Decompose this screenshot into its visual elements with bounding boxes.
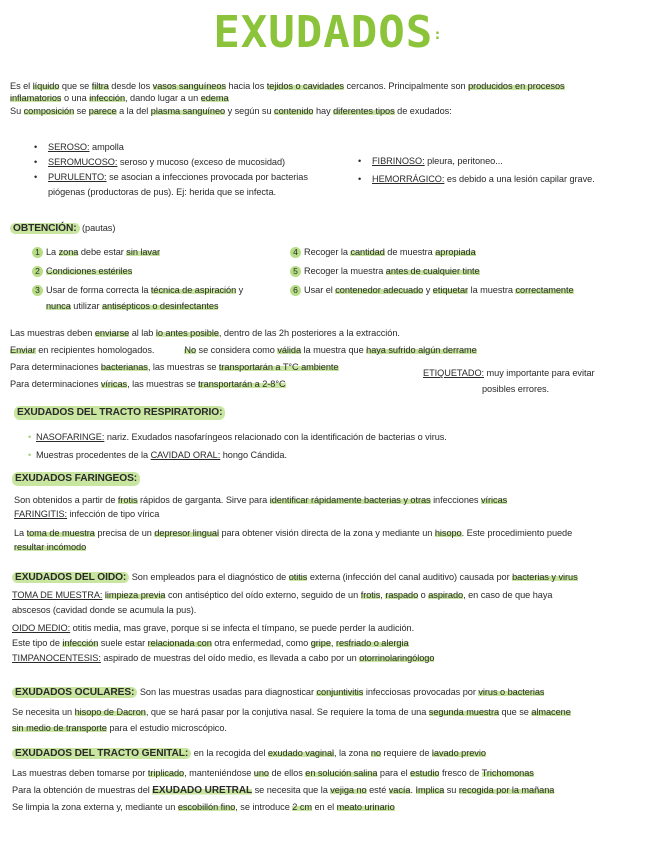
- intro-line-3: Su composición se parece a la del plasma sanguíneo y según su contenido hay diferentes tipos de exudados:: [10, 105, 452, 116]
- oido-section: [12, 570, 578, 666]
- oido-line-5: Este tipo de infección suele estar relacionada con otra enfermedad, como gripe, resfriado o alergia: [12, 638, 409, 648]
- exudate-types-right: [358, 152, 595, 188]
- step-6: 6 Usar el contenedor adecuado y etiquetar la muestra correctamente: [290, 281, 574, 300]
- genital-line-2: Las muestras deben tomarse por triplicado, manteniéndose uno de ellos en solución salina para el estudio fresco de Trichomonas: [12, 768, 534, 778]
- envio-line-2: Enviar en recipientes homologados. No se considera como válida la muestra que haya sufrido algún derrame: [10, 345, 477, 355]
- list-item: • Muestras procedentes de la CAVIDAD ORAL: hongo Cándida.: [28, 446, 447, 464]
- oido-line-2: TOMA DE MUESTRA: limpieza previa con antiséptico del oído externo, seguido de un frotis, raspado o aspirado, en caso de que haya: [12, 590, 553, 600]
- envio-line-4: Para determinaciones víricas, las muestras se transportarán a 2-8°C: [10, 379, 286, 389]
- list-item: • HEMORRÁGICO: es debido a una lesión capilar grave.: [358, 170, 595, 188]
- list-item: • PURULENTO: se asocian a infecciones provocada por bacterias: [34, 170, 308, 185]
- list-item-continuation: piógenas (productoras de pus). Ej: herida que se infecta.: [48, 187, 277, 197]
- faringeos-line-1: Son obtenidos a partir de frotis rápidos de garganta. Sirve para identificar rápidamente bacterias y otras infecciones víricas: [14, 495, 508, 505]
- list-item: • SEROMUCOSO: seroso y mucoso (exceso de mucosidad): [34, 155, 308, 170]
- list-item: • FIBRINOSO: pleura, peritoneo...: [358, 152, 595, 170]
- oculares-section: [12, 684, 571, 736]
- oido-line-3: abscesos (cavidad donde se acumula la pus).: [12, 605, 197, 615]
- step-2: 2 Condiciones estériles: [32, 262, 243, 281]
- etiquetado-note: ETIQUETADO: muy importante para evitar posibles errores.: [423, 368, 595, 395]
- envio-line-3: Para determinaciones bacterianas, las muestras se transportarán a T°C ambiente: [10, 362, 339, 372]
- oido-line-6: TIMPANOCENTESIS: aspirado de muestras del oído medio, es llevada a cabo por un otorrinolaringólogo: [12, 653, 435, 663]
- obtencion-heading-row: OBTENCIÓN: (pautas): [10, 222, 115, 236]
- oido-line-4: OIDO MEDIO: otitis media, mas grave, porque si se infecta el tímpano, se puede perder la audición.: [12, 623, 415, 633]
- step-1: 1 La zona debe estar sin lavar: [32, 243, 243, 262]
- genital-line-4: Se limpia la zona externa y, mediante un escobillón fino, se introduce 2 cm en el meato urinario: [12, 802, 395, 812]
- envio-line-1: Las muestras deben enviarse al lab lo antes posible, dentro de las 2h posteriores a la extracción.: [10, 328, 400, 338]
- list-item: • NASOFARINGE: nariz. Exudados nasofaríngeos relacionado con la identificación de bacterias o virus.: [28, 428, 447, 446]
- genital-line-1: EXUDADOS DEL TRACTO GENITAL: en la recogida del exudado vaginal, la zona no requiere de lavado previo: [12, 745, 554, 762]
- step-4: 4 Recoger la cantidad de muestra apropiada: [290, 243, 574, 262]
- oculares-line-3: sin medio de transporte para el estudio microscópico.: [12, 723, 227, 733]
- obtencion-steps-right: [290, 243, 574, 300]
- faringeos-line-4: resultar incómodo: [14, 542, 87, 552]
- section-heading: EXUDADOS FARINGEOS:: [12, 472, 140, 486]
- step-5: 5 Recoger la muestra antes de cualquier tinte: [290, 262, 574, 281]
- faringeos-line-3: La toma de muestra precisa de un depresor lingual para obtener visión directa de la zona y mediante un hisopo. Este procedimiento puede: [14, 528, 573, 538]
- intro-line-2: inflamatorios o una infección, dando lugar a un edema: [10, 93, 229, 104]
- step-3-continuation: nunca utilizar antisépticos o desinfectantes: [46, 301, 219, 311]
- genital-section: [12, 745, 554, 816]
- genital-line-3: Para la obtención de muestras del EXUDADO URETRAL se necesita que la vejiga no esté vacía. Implica su recogida por la mañana: [12, 785, 555, 796]
- exudate-types-left: [34, 140, 308, 200]
- section-heading: EXUDADOS DEL OIDO:: [12, 572, 129, 583]
- oculares-line-1: EXUDADOS OCULARES: Son las muestras usadas para diagnosticar conjuntivitis infecciosas provocadas por virus o bacterias: [12, 684, 571, 700]
- faringeos-line-2: FARINGITIS: infección de tipo vírica: [14, 509, 160, 519]
- intro-paragraph: [10, 80, 565, 117]
- obtencion-steps-left: [32, 243, 243, 312]
- faringeos-paragraph: [14, 493, 572, 554]
- section-heading: EXUDADOS DEL TRACTO GENITAL:: [12, 748, 191, 759]
- section-heading: EXUDADOS OCULARES:: [12, 687, 137, 698]
- respiratorio-list: [28, 428, 447, 464]
- page-title: EXUDADOS:: [213, 7, 443, 58]
- section-heading: EXUDADOS DEL TRACTO RESPIRATORIO:: [14, 406, 225, 420]
- step-3: 3 Usar de forma correcta la técnica de aspiración y: [32, 281, 243, 300]
- oido-line-1: EXUDADOS DEL OIDO: Son empleados para el diagnóstico de otitis externa (infección del canal auditivo) causada por bacterias y virus: [12, 570, 578, 585]
- oculares-line-2: Se necesita un hisopo de Dacron, que se hará pasar por la conjutiva nasal. Se requiere la toma de una segunda muestra que se almacene: [12, 707, 571, 717]
- intro-line-1: Es el líquido que se filtra desde los vasos sanguíneos hacia los tejidos o cavidades cercanos. Principalmente son producidos en procesos: [10, 81, 565, 91]
- list-item: • SEROSO: ampolla: [34, 140, 308, 155]
- section-heading: OBTENCIÓN:: [10, 223, 80, 234]
- envio-paragraph: [10, 325, 477, 393]
